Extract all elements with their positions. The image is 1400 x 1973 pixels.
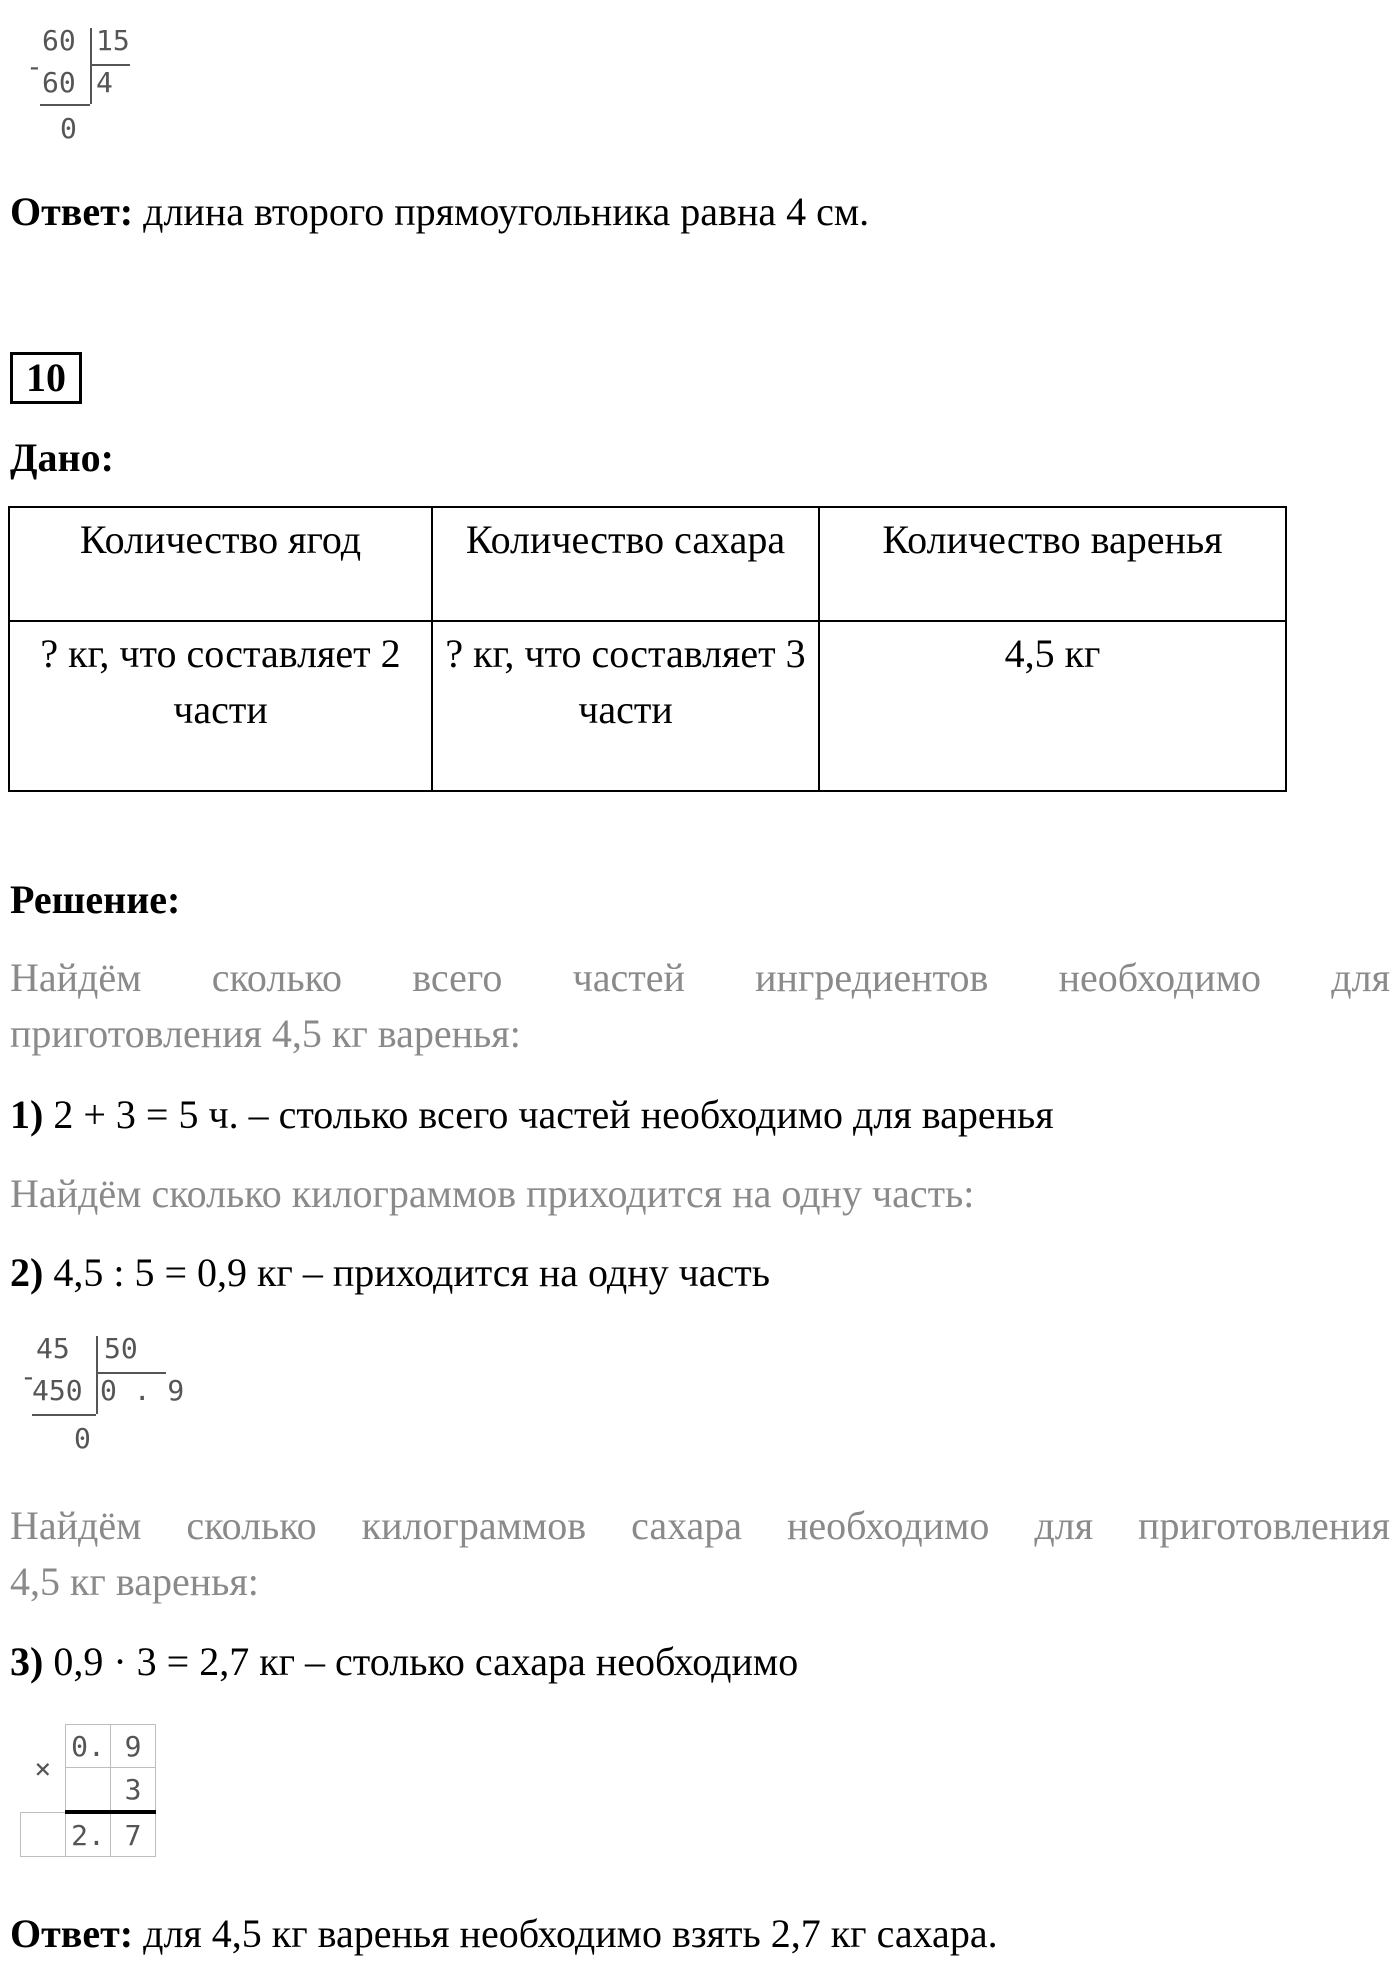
header-berries: Количество ягод xyxy=(9,507,432,621)
divisor-underline xyxy=(90,64,130,66)
mult-result-row xyxy=(21,1812,156,1857)
multiply-sign: × xyxy=(21,1725,66,1813)
subtrahend: 60 xyxy=(42,66,76,99)
given-table xyxy=(8,506,1287,792)
divisor-underline xyxy=(96,1372,166,1374)
step-number: 3) xyxy=(10,1639,44,1684)
explanation-2: Найдём сколько килограммов приходится на одну часть: xyxy=(10,1171,975,1216)
step-number: 1) xyxy=(10,1092,44,1137)
step-2 xyxy=(10,1245,770,1301)
long-division-1 xyxy=(22,26,142,146)
divisor: 50 xyxy=(104,1332,138,1365)
answer-label: Ответ: xyxy=(10,1911,134,1956)
subtraction-line xyxy=(32,1414,96,1416)
minus-sign: - xyxy=(26,50,43,83)
step-number: 2) xyxy=(10,1250,44,1295)
answer-2 xyxy=(10,1906,998,1962)
subtrahend: 450 xyxy=(32,1374,83,1407)
cell-sugar: ? кг, что составляет 3 части xyxy=(432,621,819,791)
mult-cell: 0. xyxy=(66,1725,111,1768)
answer-text: для 4,5 кг варенья необходимо взять 2,7 кг сахара. xyxy=(133,1911,998,1956)
dividend: 60 xyxy=(42,24,76,57)
answer-label: Ответ: xyxy=(10,189,134,234)
remainder: 0 xyxy=(74,1422,91,1455)
quotient: 4 xyxy=(96,66,113,99)
quotient: 0 . 9 xyxy=(100,1374,185,1407)
solution-label: Решение: xyxy=(10,877,181,922)
step-text: 2 + 3 = 5 ч. – столько всего частей необходимо для варенья xyxy=(43,1092,1054,1137)
step-1 xyxy=(10,1087,1054,1143)
explanation-3 xyxy=(10,1498,1390,1610)
cell-jam: 4,5 кг xyxy=(819,621,1286,791)
multiplication-grid xyxy=(20,1724,156,1857)
given-label: Дано: xyxy=(10,435,114,480)
table-header-row xyxy=(9,507,1286,621)
minus-sign: - xyxy=(20,1360,37,1393)
answer-1 xyxy=(10,184,869,240)
step-text: 0,9 · 3 = 2,7 кг – столько сахара необходимо xyxy=(43,1639,799,1684)
answer-text: длина второго прямоугольника равна 4 см. xyxy=(133,189,870,234)
explanation-1-line-2: приготовления 4,5 кг варенья: xyxy=(10,1011,521,1056)
mult-row-1 xyxy=(21,1725,156,1768)
mult-cell: 3 xyxy=(111,1768,156,1813)
header-sugar: Количество сахара xyxy=(432,507,819,621)
mult-cell: 2. xyxy=(66,1812,111,1857)
step-3 xyxy=(10,1634,798,1690)
explanation-3-line-2: 4,5 кг варенья: xyxy=(10,1559,259,1604)
explanation-3-line-1: Найдём сколько килограммов сахара необходимо для приготовления xyxy=(10,1503,1390,1548)
explanation-1-line-1: Найдём сколько всего частей ингредиентов необходимо для xyxy=(10,955,1390,1000)
task-number: 10 xyxy=(10,352,82,404)
step-text: 4,5 : 5 = 0,9 кг – приходится на одну часть xyxy=(43,1250,770,1295)
divisor: 15 xyxy=(96,24,130,57)
subtraction-line xyxy=(40,104,90,106)
remainder: 0 xyxy=(60,112,77,145)
division-vertical-line xyxy=(90,28,92,104)
mult-cell xyxy=(66,1768,111,1813)
dividend: 45 xyxy=(36,1332,70,1365)
long-division-2 xyxy=(18,1332,185,1455)
table-row xyxy=(9,621,1286,791)
mult-cell: 9 xyxy=(111,1725,156,1768)
cell-berries: ? кг, что составляет 2 части xyxy=(9,621,432,791)
explanation-1 xyxy=(10,950,1390,1062)
mult-cell-empty xyxy=(21,1812,66,1857)
division-vertical-line xyxy=(96,1336,98,1414)
mult-cell: 7 xyxy=(111,1812,156,1857)
header-jam: Количество варенья xyxy=(819,507,1286,621)
